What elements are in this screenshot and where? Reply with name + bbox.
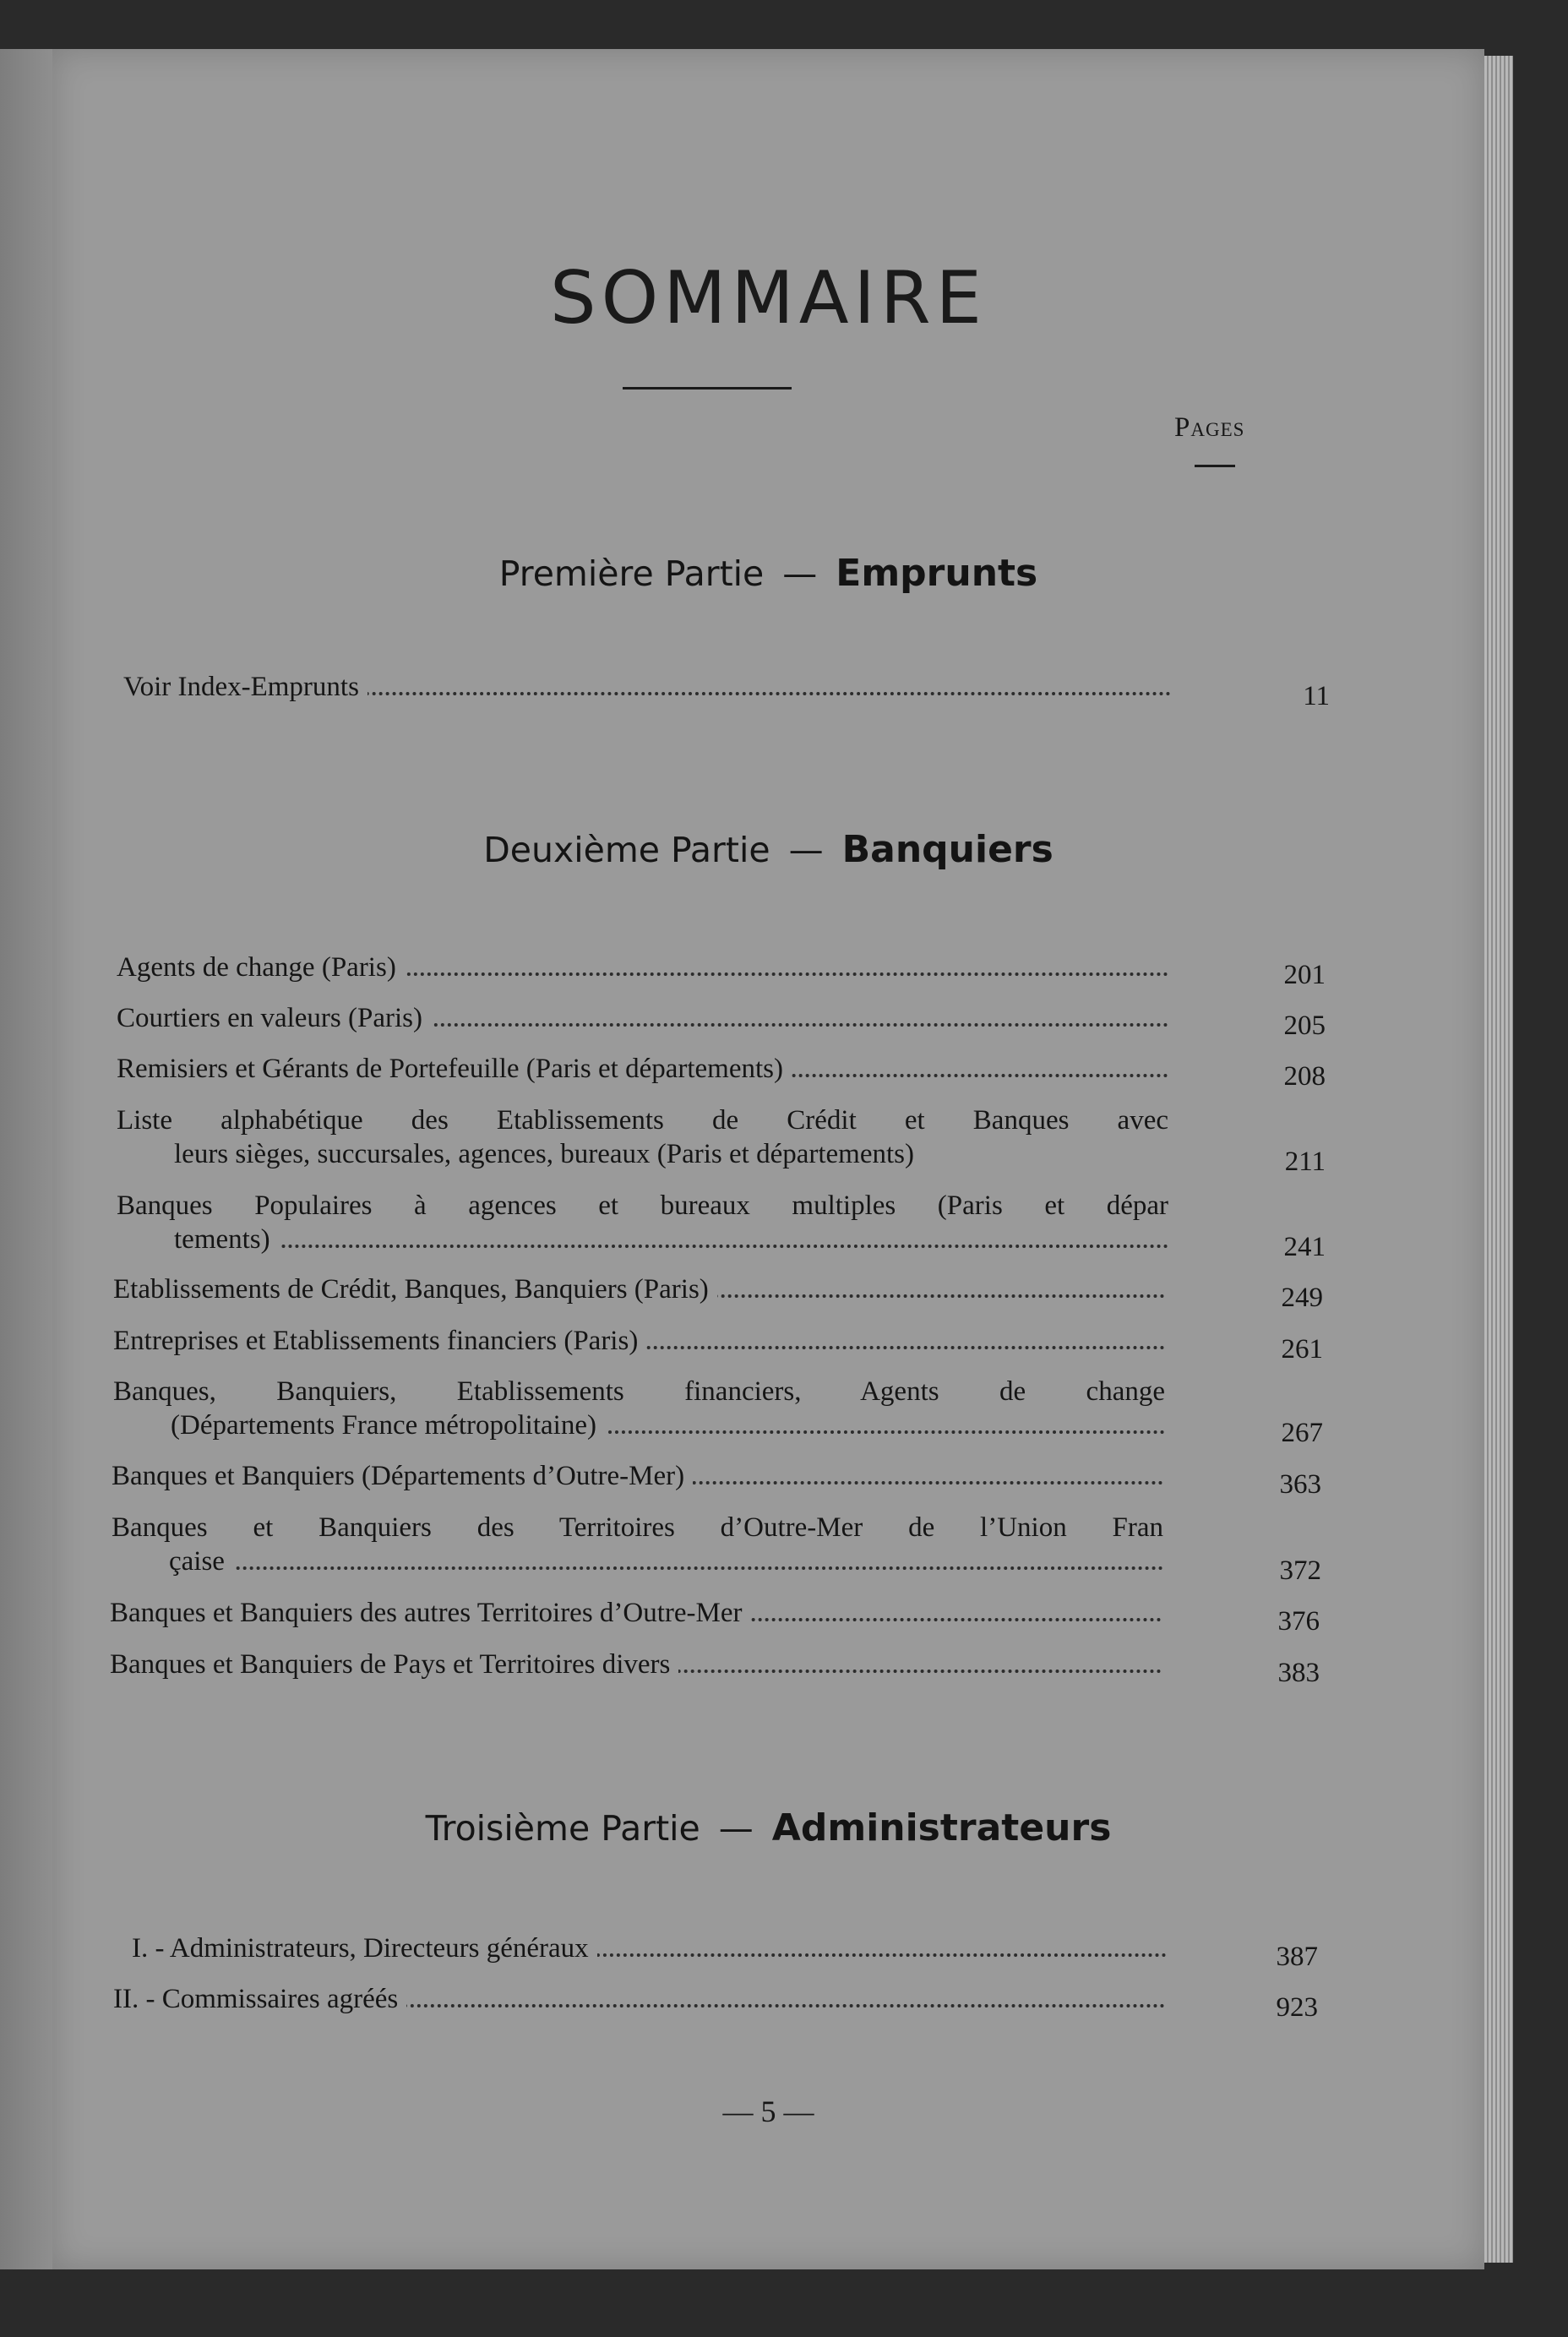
toc-entry[interactable]: [117, 1190, 1168, 1258]
toc-entry[interactable]: [110, 1598, 1162, 1632]
part-label: Première Partie: [498, 553, 765, 594]
entry-page-number: 376: [1277, 1606, 1320, 1637]
part-name: Administrateurs: [771, 1806, 1112, 1849]
document-page: [52, 49, 1484, 2269]
entry-text: Banques et Banquiers des Territoires d’Outre-Mer de l’Union Fran: [112, 1512, 1163, 1543]
dot-leader: [174, 1245, 1168, 1248]
entry-text: Agents de change (Paris): [117, 952, 405, 983]
pages-header-rule: [1195, 465, 1235, 467]
entry-text: I. - Administrateurs, Directeurs généraux: [132, 1933, 597, 1964]
entry-text: Banques, Banquiers, Etablissements financiers, Agents de change: [113, 1376, 1165, 1407]
entry-text-continued: leurs sièges, succursales, agences, bureaux (Paris et départements): [174, 1139, 923, 1170]
toc-entry[interactable]: [110, 1649, 1162, 1683]
toc-entry[interactable]: [123, 672, 1171, 705]
toc-entry[interactable]: [113, 1326, 1165, 1359]
entry-text: Etablissements de Crédit, Banques, Banquiers (Paris): [113, 1274, 717, 1305]
toc-entry[interactable]: [132, 1933, 1167, 1967]
entry-text: Banques Populaires à agences et bureaux multiples (Paris et dépar: [117, 1190, 1168, 1221]
entry-text: Remisiers et Gérants de Portefeuille (Paris et départements): [117, 1054, 792, 1085]
part-heading-2: Deuxième Partie — Banquiers: [483, 828, 1054, 871]
entry-text: Liste alphabétique des Etablissements de Crédit et Banques avec: [117, 1105, 1168, 1136]
page-title: SOMMAIRE: [550, 256, 987, 340]
entry-text-continued: (Départements France métropolitaine): [171, 1410, 605, 1441]
entry-page-number: 241: [1283, 1232, 1326, 1262]
part-label: Deuxième Partie: [483, 830, 770, 870]
toc-entry[interactable]: [117, 952, 1168, 986]
entry-page-number: 208: [1283, 1061, 1326, 1092]
part-name: Emprunts: [836, 552, 1038, 595]
entry-text: Courtiers en valeurs (Paris): [117, 1003, 431, 1034]
toc-entry[interactable]: [113, 1984, 1165, 2018]
entry-page-number: 383: [1277, 1658, 1320, 1688]
entry-page-number: 11: [1303, 681, 1330, 711]
entry-text: II. - Commissaires agréés: [113, 1984, 406, 2015]
toc-entry[interactable]: [112, 1512, 1163, 1580]
toc-entry[interactable]: [117, 1054, 1168, 1087]
entry-page-number: 261: [1281, 1334, 1323, 1365]
toc-entry[interactable]: [117, 1105, 1168, 1173]
page-number-footer: — 5 —: [722, 2095, 814, 2128]
entry-page-number: 267: [1281, 1418, 1323, 1448]
title-rule: [623, 387, 792, 390]
entry-text: Banques et Banquiers (Départements d’Outre-Mer): [112, 1461, 693, 1492]
entry-page-number: 201: [1283, 960, 1326, 990]
part-name: Banquiers: [841, 828, 1054, 871]
entry-text-continued: tements): [174, 1224, 279, 1256]
part-label: Troisième Partie: [425, 1808, 700, 1849]
pages-column-header: Pages: [1174, 412, 1245, 443]
toc-entry[interactable]: [113, 1274, 1165, 1308]
part-heading-1: Première Partie — Emprunts: [498, 552, 1038, 595]
toc-entry[interactable]: [112, 1461, 1163, 1495]
entry-page-number: 363: [1279, 1469, 1321, 1500]
entry-text: Banques et Banquiers des autres Territoires d’Outre-Mer: [110, 1598, 751, 1629]
toc-entry[interactable]: [117, 1003, 1168, 1037]
page-edges: [1484, 56, 1513, 2263]
entry-page-number: 249: [1281, 1283, 1323, 1313]
entry-page-number: 205: [1283, 1011, 1326, 1041]
part-heading-3: Troisième Partie — Administrateurs: [425, 1806, 1112, 1849]
entry-text-continued: çaise: [169, 1546, 233, 1577]
entry-text: Entreprises et Etablissements financiers (Paris): [113, 1326, 646, 1357]
entry-page-number: 211: [1284, 1147, 1326, 1177]
left-page-gutter: [0, 49, 52, 2269]
toc-entry[interactable]: [113, 1376, 1165, 1444]
entry-text: Banques et Banquiers de Pays et Territoires divers: [110, 1649, 678, 1681]
dot-leader: [169, 1566, 1163, 1570]
entry-page-number: 387: [1276, 1942, 1318, 1972]
entry-text: Voir Index-Emprunts: [123, 672, 368, 703]
entry-page-number: 923: [1276, 1992, 1318, 2023]
entry-page-number: 372: [1279, 1555, 1321, 1586]
